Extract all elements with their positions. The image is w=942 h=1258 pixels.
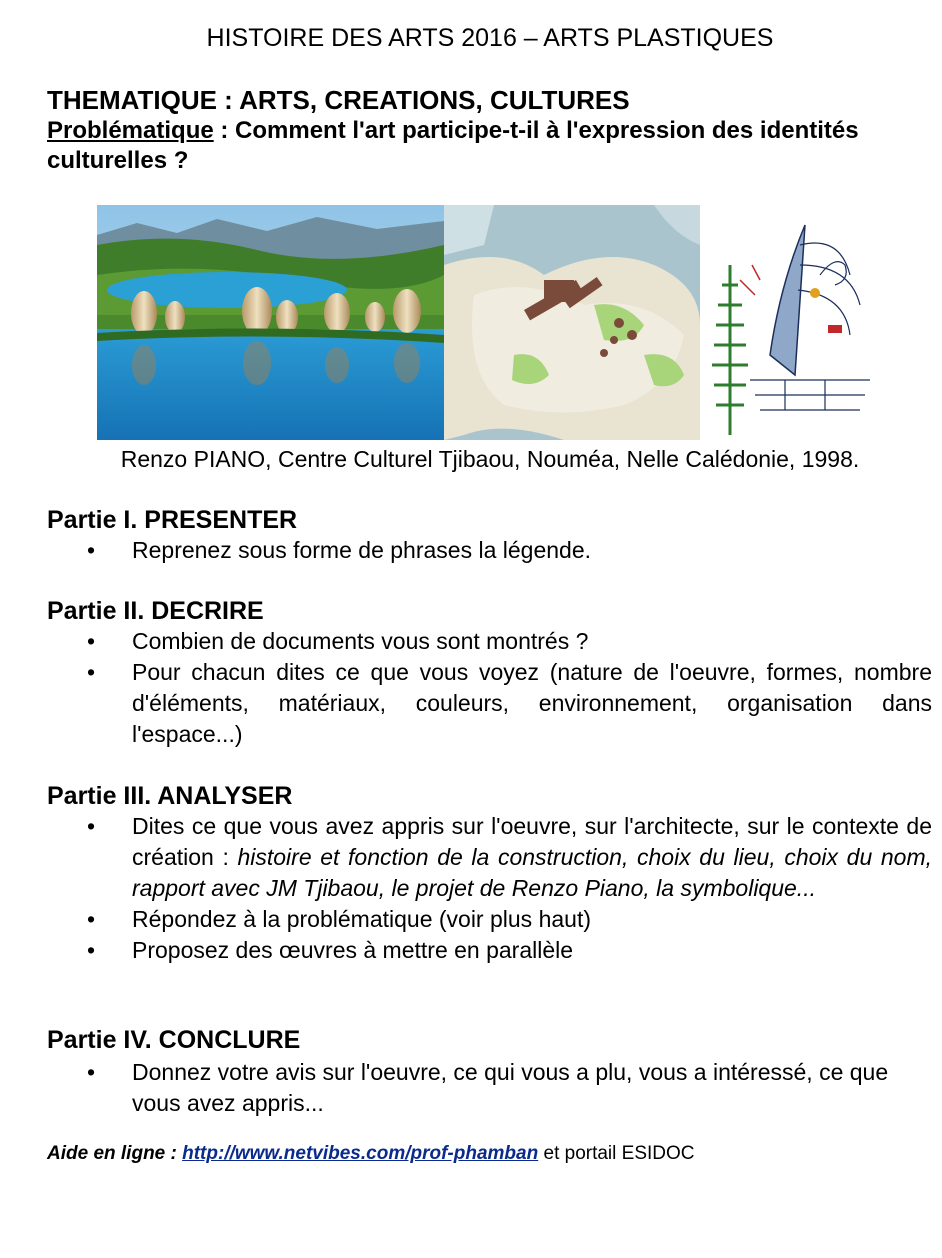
list-item: • Dites ce que vous avez appris sur l'oeuvre, sur l'architecte, sur le contexte de création : histoire et fonction de la construction, choix du lieu, choix du nom, rapport avec JM Tjibaou, le projet de Renzo Piano, la symbolique... bbox=[87, 813, 932, 901]
list-item: • Reprenez sous forme de phrases la légende. bbox=[87, 535, 932, 566]
bullet-icon: • bbox=[87, 813, 96, 839]
help-link[interactable]: http://www.netvibes.com/prof-phamban bbox=[182, 1143, 539, 1164]
section-heading-decrire: Partie II. DECRIRE bbox=[47, 597, 264, 625]
list-item: • Combien de documents vous sont montrés ? bbox=[87, 626, 932, 657]
section-heading-presenter: Partie I. PRESENTER bbox=[47, 506, 298, 534]
artwork-images bbox=[97, 205, 877, 440]
problem-label: Problématique bbox=[47, 117, 214, 144]
section-heading-conclure: Partie IV. CONCLURE bbox=[47, 1026, 301, 1054]
bullet-icon: • bbox=[87, 906, 96, 932]
analysis-hints: histoire et fonction de la construction, choix du lieu, choix du nom, rapport avec JM Tjibaou, le projet de Renzo Piano, la symbolique... bbox=[132, 844, 932, 901]
problem-text: : Comment l'art participe-t-il à l'expression des identités culturelles ? bbox=[47, 117, 859, 174]
architect-sketch bbox=[700, 205, 877, 440]
section-list-presenter bbox=[87, 535, 932, 566]
document-title: HISTOIRE DES ARTS 2016 – ARTS PLASTIQUES bbox=[206, 24, 774, 52]
bullet-icon: • bbox=[87, 1059, 96, 1085]
help-suffix: et portail ESIDOC bbox=[538, 1143, 695, 1164]
bullet-icon: • bbox=[87, 937, 96, 963]
list-item: • Proposez des œuvres à mettre en parallèle bbox=[87, 935, 932, 966]
list-item: • Répondez à la problématique (voir plus haut) bbox=[87, 904, 932, 935]
bullet-icon: • bbox=[87, 537, 96, 563]
centre-photo bbox=[97, 205, 444, 440]
list-item: • Donnez votre avis sur l'oeuvre, ce qui vous a plu, vous a intéressé, ce que vous avez appris... bbox=[87, 1059, 889, 1116]
section-heading-analyser: Partie III. ANALYSER bbox=[47, 782, 293, 810]
help-line bbox=[47, 1143, 695, 1165]
section-list-analyser bbox=[87, 811, 932, 966]
section-list-decrire bbox=[87, 626, 932, 750]
theme-heading: THEMATIQUE : ARTS, CREATIONS, CULTURES bbox=[47, 85, 630, 115]
bullet-icon: • bbox=[87, 628, 96, 654]
section-list-conclure bbox=[87, 1057, 932, 1119]
list-item: • Pour chacun dites ce que vous voyez (nature de l'oeuvre, formes, nombre d'éléments, matériaux, couleurs, environnement, organisation dans l'espace...) bbox=[87, 659, 932, 747]
artwork-caption: Renzo PIANO, Centre Culturel Tjibaou, Nouméa, Nelle Calédonie, 1998. bbox=[120, 446, 860, 472]
problem-statement bbox=[47, 116, 932, 176]
bullet-icon: • bbox=[87, 659, 96, 685]
site-plan bbox=[444, 205, 700, 440]
help-label: Aide en ligne : bbox=[47, 1143, 183, 1164]
